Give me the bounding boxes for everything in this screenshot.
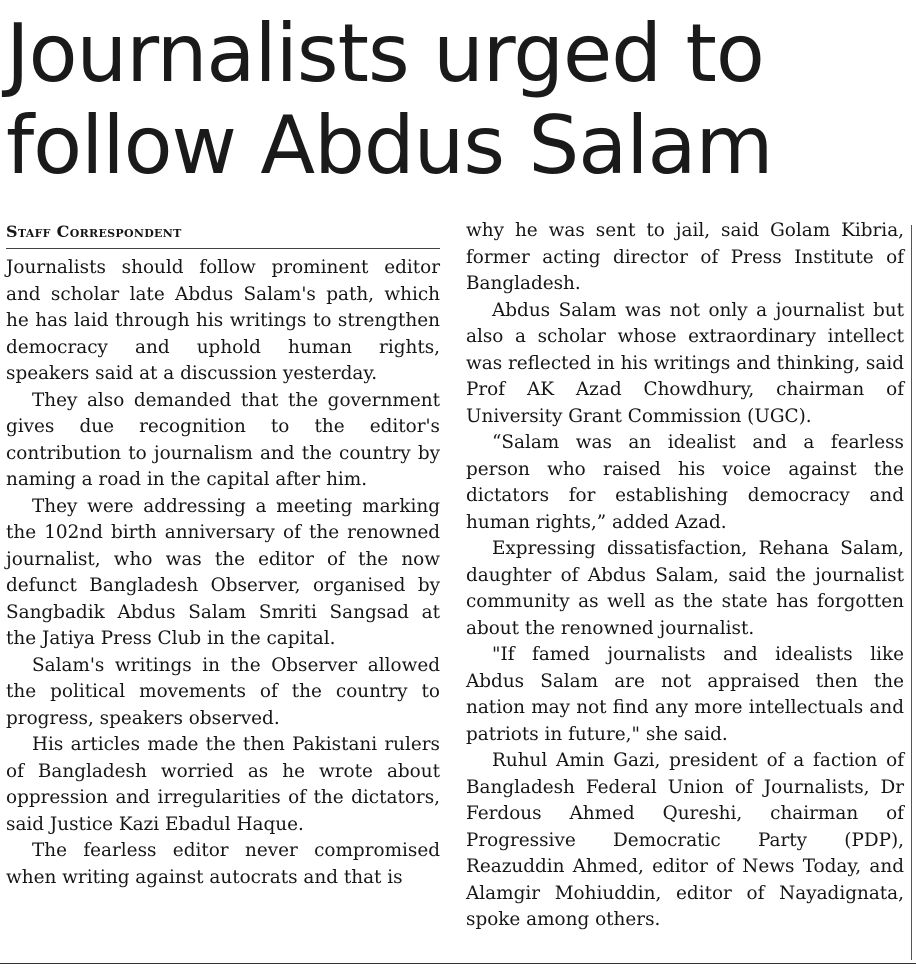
paragraph: Expressing dissatisfaction, Rehana Salam, daughter of Abdus Salam, said the journalist community as well as the state has forgotten about the renowned journalist. [466, 538, 904, 639]
paragraph: They also demanded that the government gives due recognition to the editor's contribution to journalism and the country by naming a road in the capital after him. [6, 389, 440, 490]
paragraph: Ruhul Amin Gazi, president of a faction of Bangladesh Federal Union of Journalists, Dr Ferdous Ahmed Qureshi, chairman of Progressive Democratic Party (PDP), Reazuddin Ahmed, editor of News Today, and Alamgir Mohiuddin, editor of Nayadignata, spoke among others. [466, 750, 904, 930]
paragraph: Journalists should follow prominent editor and scholar late Abdus Salam's path, which he has laid through his writings to strengthen democracy and uphold human rights, speakers said at a discussion yesterday. [6, 257, 440, 384]
paragraph: Abdus Salam was not only a journalist but also a scholar whose extraordinary intellect was reflected in his writings and thinking, said Prof AK Azad Chowdhury, chairman of University Grant Commission (UGC). [466, 299, 904, 427]
byline: Staff Correspondent [6, 222, 440, 249]
bottom-rule [0, 963, 916, 964]
paragraph: why he was sent to jail, said Golam Kibria, former acting director of Press Institute of Bangladesh. [466, 220, 904, 294]
paragraph: “Salam was an idealist and a fearless person who raised his voice against the dictators for establishing democracy and human rights,” added Azad. [466, 432, 904, 533]
paragraph: The fearless editor never compromised when writing against autocrats and that is [6, 840, 440, 888]
paragraph: His articles made the then Pakistani rulers of Bangladesh worried as he wrote about oppression and irregularities of the dictators, said Justice Kazi Ebadul Haque. [6, 734, 440, 835]
paragraph: Salam's writings in the Observer allowed the political movements of the country to progress, speakers observed. [6, 654, 440, 729]
paragraph: "If famed journalists and idealists like Abdus Salam are not appraised then the nation may not find any more intellectuals and patriots in future," she said. [466, 644, 904, 745]
headline: Journalists urged to follow Abdus Salam [6, 7, 773, 192]
article-column-right [466, 218, 904, 934]
paragraph: They were addressing a meeting marking the 102nd birth anniversary of the renowned journalist, who was the editor of the now defunct Bangladesh Observer, organised by Sangbadik Abdus Salam Smriti Sangsad at the Jatiya Press Club in the capital. [6, 495, 440, 649]
article-column-left [6, 218, 440, 891]
column-rule [911, 225, 912, 960]
